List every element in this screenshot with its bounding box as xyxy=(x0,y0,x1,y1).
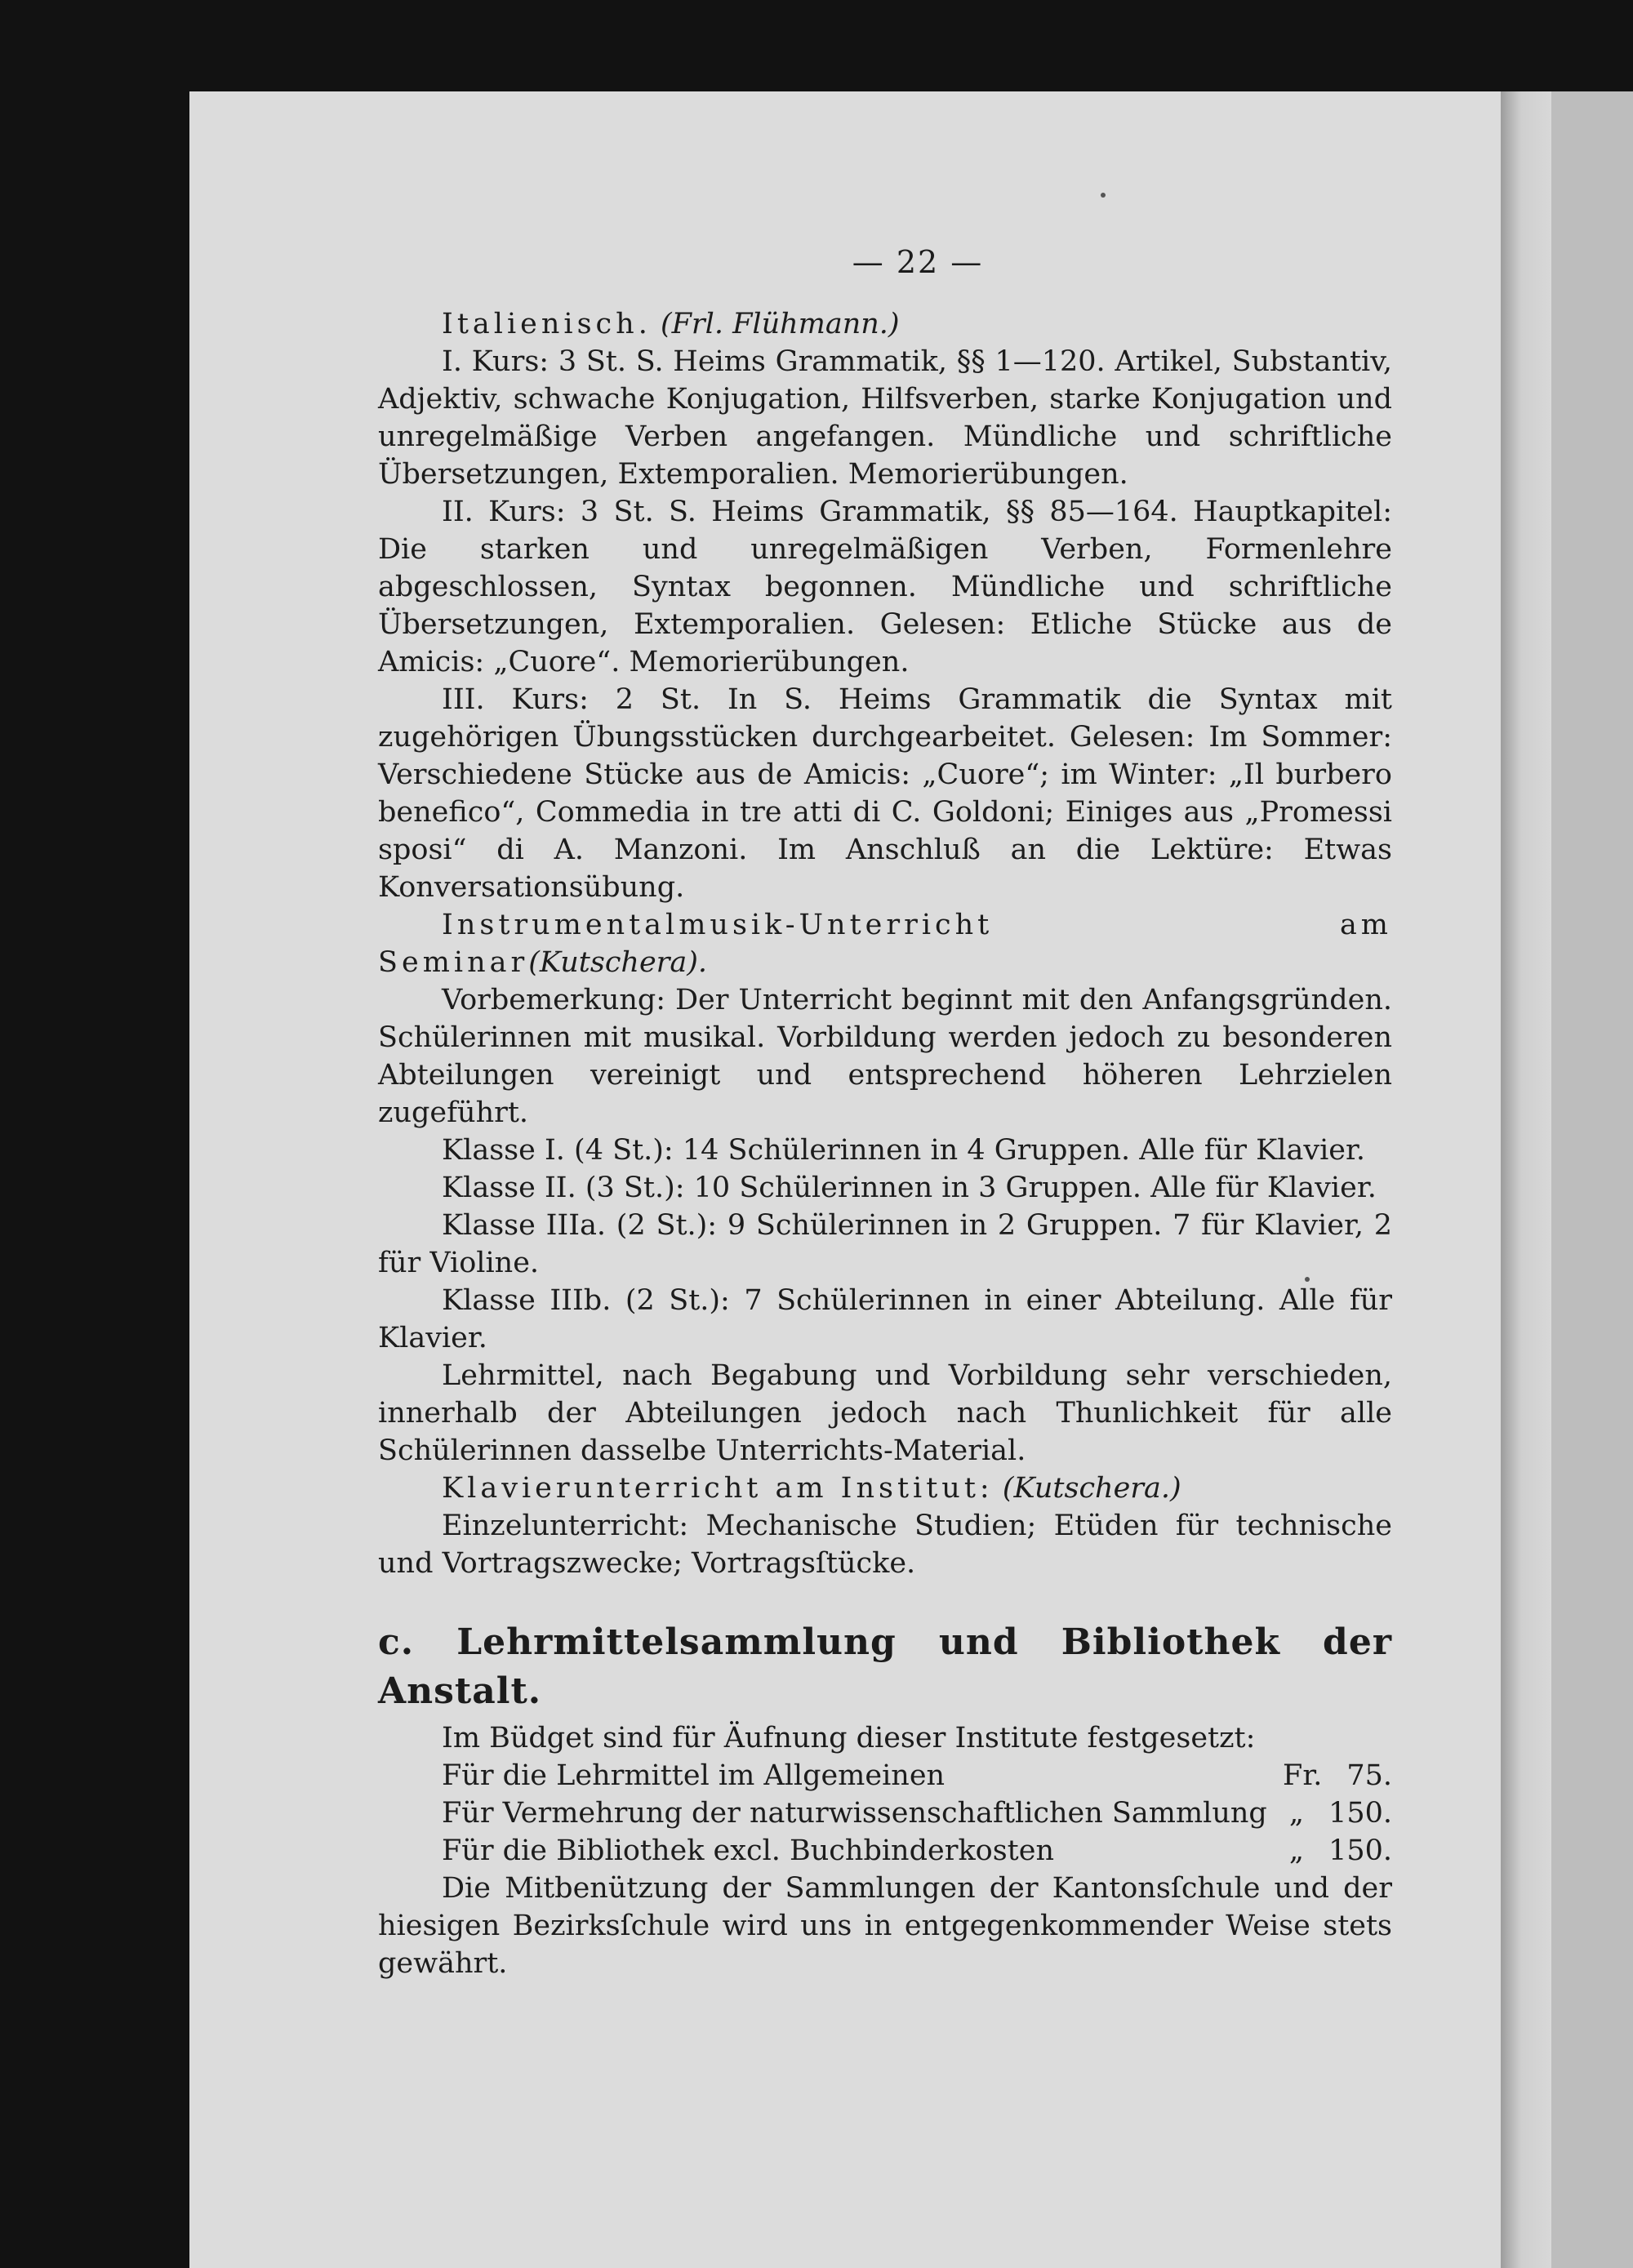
italienisch-heading-line xyxy=(378,305,1392,343)
italienisch-teacher: (Frl. Flühmann.) xyxy=(660,308,900,340)
section-c-closing: Die Mitbenützung der Sammlungen der Kantonsſchule und der hiesigen Bezirksſchule wird uns in entgegenkommender Weise stets gewährt. xyxy=(378,1872,1392,1980)
budget-unit: „ xyxy=(1288,1834,1305,1867)
lehrmittel-text: Lehrmittel, nach Begabung und Vorbildung sehr verschieden, innerhalb der Abteilungen jedoch nach Thunlichkeit für alle Schülerinnen dasselbe Unterrichts-Material. xyxy=(378,1359,1392,1467)
budget-label: Für Vermehrung der naturwissenschaftlichen Sammlung xyxy=(442,1797,1267,1830)
klasse-1: Klasse I. (4 St.): 14 Schülerinnen in 4 Gruppen. Alle für Klavier. xyxy=(442,1134,1366,1167)
klasse-3a: Klasse IIIa. (2 St.): 9 Schülerinnen in 2 Gruppen. 7 für Klavier, 2 für Violine. xyxy=(378,1209,1392,1279)
page-content xyxy=(378,243,1392,1982)
klavier-text: Einzelunterricht: Mechanische Studien; Etüden für technische und Vortragszwecke; Vortragsſtücke. xyxy=(378,1510,1392,1580)
page-number: — 22 — xyxy=(852,244,984,280)
budget-unit: Fr. xyxy=(1283,1759,1323,1792)
italienisch-kurs-3: III. Kurs: 2 St. In S. Heims Grammatik die Syntax mit zugehörigen Übungsstücken durchgearbeitet. Gelesen: Im Sommer: Verschiedene Stücke aus de Amicis: „Cuore“; im Winter: „Il burbero benefico“, Commedia in tre atti di C. Goldoni; Einiges aus „Promessi sposi“ di A. Manzoni. Im Anschluß an die Lektüre: Etwas Konversationsübung. xyxy=(378,683,1392,904)
budget-amount: 75. xyxy=(1346,1759,1392,1792)
klavier-heading: Klavierunterricht am Institut: xyxy=(442,1472,994,1505)
italienisch-heading: Italienisch. xyxy=(442,308,652,340)
instrumental-heading: Instrumentalmusik-Unterricht am Seminar xyxy=(378,909,1392,979)
section-c-heading: c. Lehrmittelsammlung und Bibliothek der Anstalt. xyxy=(378,1621,1392,1712)
klasse-3b: Klasse IIIb. (2 St.): 7 Schülerinnen in einer Abteilung. Alle für Klavier. xyxy=(378,1284,1392,1354)
budget-amount: 150. xyxy=(1328,1834,1392,1867)
budget-label: Für die Lehrmittel im Allgemeinen xyxy=(442,1759,946,1792)
budget-amount: 150. xyxy=(1328,1797,1392,1830)
instrumental-heading-line xyxy=(378,906,1392,981)
budget-row xyxy=(378,1757,1392,1794)
budget-row xyxy=(378,1832,1392,1870)
italienisch-kurs-2: II. Kurs: 3 St. S. Heims Grammatik, §§ 85—164. Hauptkapitel: Die starken und unregelmäßigen Verben, Formenlehre abgeschlossen, Syntax begonnen. Mündliche und schriftliche Übersetzungen, Extemporalien. Gelesen: Etliche Stücke aus de Amicis: „Cuore“. Memorierübungen. xyxy=(378,496,1392,678)
budget-unit: „ xyxy=(1288,1797,1305,1830)
adjacent-page-edge xyxy=(1551,91,1633,2268)
budget-row xyxy=(378,1794,1392,1832)
section-c-intro: Im Büdget sind für Äufnung dieser Institute festgesetzt: xyxy=(442,1722,1256,1754)
klavier-teacher: (Kutschera.) xyxy=(1002,1472,1181,1505)
instrumental-teacher: (Kutschera). xyxy=(528,946,708,979)
klavier-heading-line xyxy=(378,1470,1392,1507)
page-fold-edge xyxy=(1501,91,1551,2268)
budget-label: Für die Bibliothek excl. Buchbinderkosten xyxy=(442,1834,1055,1867)
instrumental-vorbemerkung: Vorbemerkung: Der Unterricht beginnt mit den Anfangsgründen. Schülerinnen mit musikal. Vorbildung werden jedoch zu besonderen Abteilungen vereinigt und entsprechend höheren Lehrzielen zugeführt. xyxy=(378,984,1392,1129)
klasse-2: Klasse II. (3 St.): 10 Schülerinnen in 3 Gruppen. Alle für Klavier. xyxy=(442,1172,1377,1204)
speck-mark xyxy=(1101,193,1106,198)
italienisch-kurs-1: I. Kurs: 3 St. S. Heims Grammatik, §§ 1—120. Artikel, Substantiv, Adjektiv, schwache Konjugation, Hilfsverben, starke Konjugation und unregelmäßige Verben angefangen. Mündliche und schriftliche Übersetzungen, Extemporalien. Memorierübungen. xyxy=(378,345,1392,491)
